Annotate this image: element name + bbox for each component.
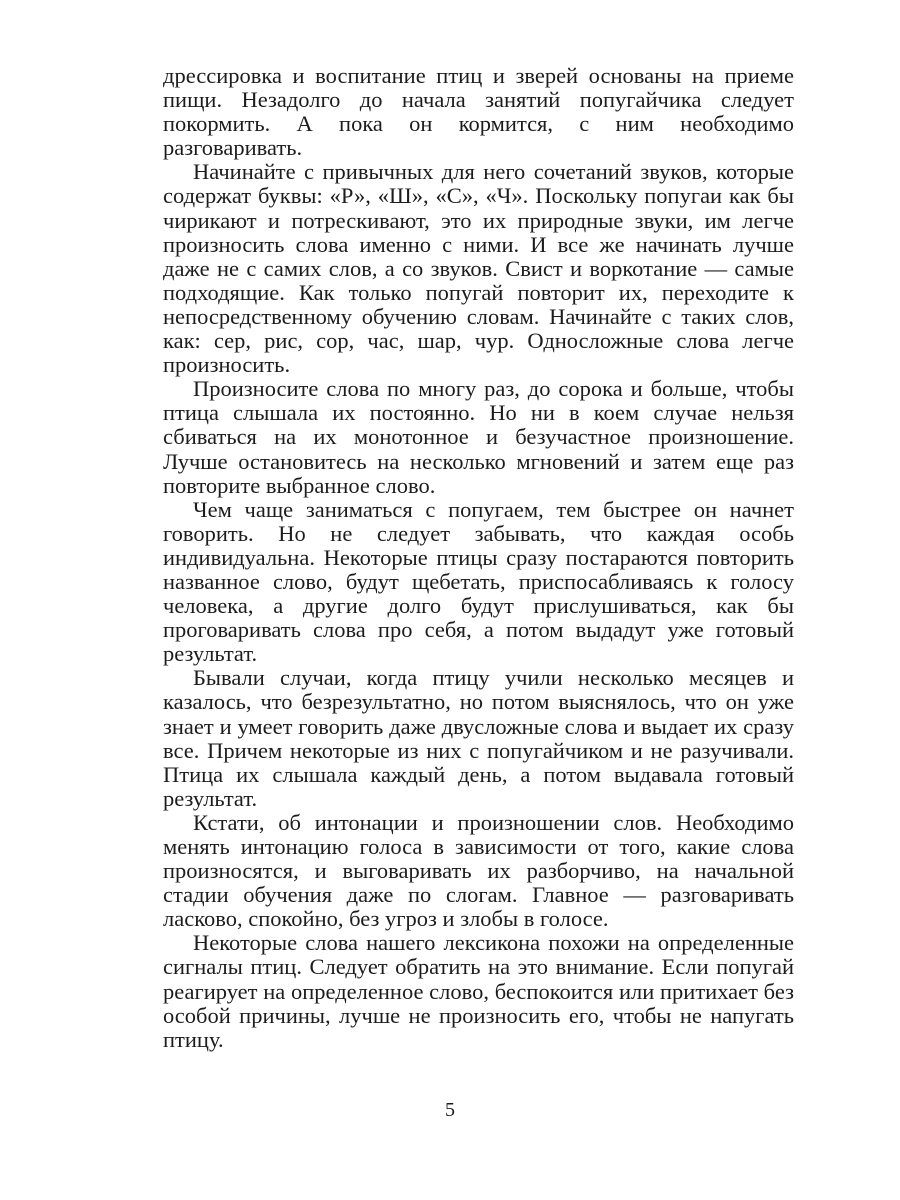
paragraph: Некоторые слова нашего лексикона похожи на определенные сигналы птиц. Следует обратить на это внимание. Если попугай реагирует на определенное слово, беспокоится или притихает без особой причины, лучше не произносить его, чтобы не напугать птицу. <box>163 930 794 1052</box>
paragraph: Начинайте с привычных для него сочетаний звуков, которые содержат буквы: «Р», «Ш», «С», «Ч». Поскольку попугаи как бы чирикают и потрескивают, это их природные звуки, им легче произносить слова именно с ними. И все же начинать лучше даже не с самих слов, а со звуков. Свист и воркотание — самые подходящие. Как только попугай повторит их, переходите к непосредственному обучению словам. Начинайте с таких слов, как: сер, рис, сор, час, шар, чур. Односложные слова легче произносить. <box>163 159 794 378</box>
page-number: 5 <box>445 1099 455 1121</box>
paragraph: Чем чаще заниматься с попугаем, тем быстрее он начнет говорить. Но не следует забывать, что каждая особь индивидуальна. Некоторые птицы сразу постараются повторить названное слово, будут щебетать, приспосабливаясь к голосу человека, а другие долго будут прислушиваться, как бы проговаривать слова про себя, а потом выдадут уже готовый результат. <box>163 496 794 667</box>
paragraph: Бывали случаи, когда птицу учили несколько месяцев и казалось, что безрезультатно, но потом выяснялось, что он уже знает и умеет говорить даже двусложные слова и выдает их сразу все. Причем некоторые из них с попугайчиком и не разучивали. Птица их слышала каждый день, а потом выдавала готовый результат. <box>163 665 794 811</box>
body-text <box>163 64 794 1052</box>
paragraph-continued: дрессировка и воспитание птиц и зверей основаны на приеме пищи. Незадолго до начала занятий попугайчика следует покормить. А пока он кормится, с ним необходимо разговаривать. <box>163 63 794 161</box>
paragraph: Произносите слова по многу раз, до сорока и больше, чтобы птица слышала их постоянно. Но ни в коем случае нельзя сбиваться на их монотонное и безучастное произношение. Лучше остановитесь на несколько мгновений и затем еще раз повторите выбранное слово. <box>163 376 794 498</box>
paragraph: Кстати, об интонации и произношении слов. Необходимо менять интонацию голоса в зависимости от того, какие слова произносятся, и выговаривать их разборчиво, на начальной стадии обучения даже по слогам. Главное — разговаривать ласково, спокойно, без угроз и злобы в голосе. <box>163 809 794 932</box>
